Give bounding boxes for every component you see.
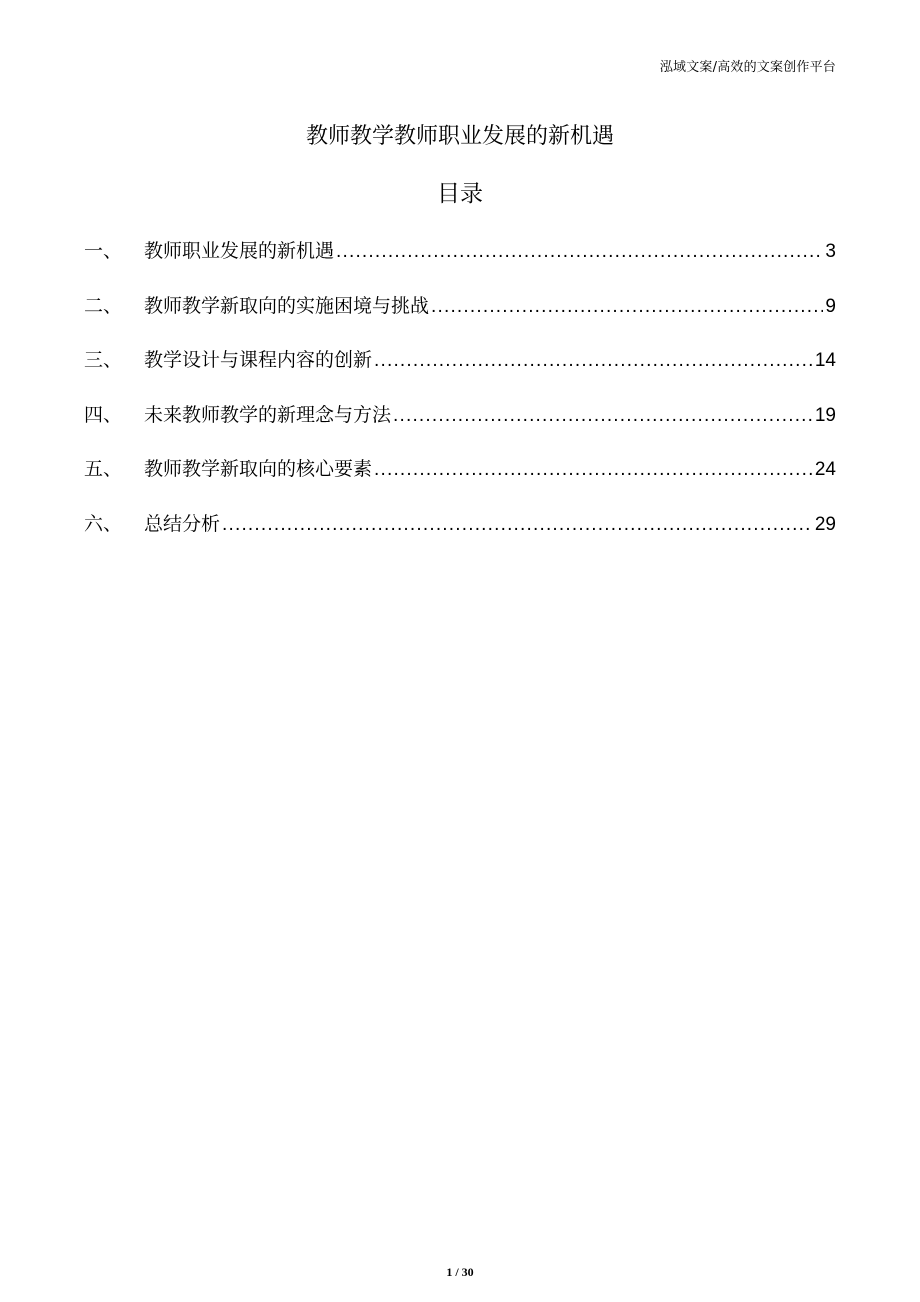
table-of-contents xyxy=(84,233,836,560)
toc-dot-leader xyxy=(222,507,813,543)
page-header-brand: 泓域文案/高效的文案创作平台 xyxy=(659,60,836,75)
toc-entry-label: 教师职业发展的新机遇 xyxy=(144,240,335,262)
toc-entry-1[interactable] xyxy=(84,233,836,288)
toc-entry-page: 24 xyxy=(814,459,836,480)
toc-entry-label: 教学设计与课程内容的创新 xyxy=(144,349,373,371)
toc-entry-3[interactable] xyxy=(84,342,836,397)
toc-dot-leader xyxy=(431,289,823,325)
toc-entry-label: 未来教师教学的新理念与方法 xyxy=(144,403,392,426)
toc-dot-leader xyxy=(393,398,813,434)
toc-entry-number: 三、 xyxy=(84,349,123,371)
toc-entry-number: 一、 xyxy=(84,240,123,262)
toc-entry-label: 教师教学新取向的核心要素 xyxy=(144,458,373,480)
toc-entry-number: 六、 xyxy=(84,512,123,535)
toc-dot-leader xyxy=(374,452,813,488)
toc-entry-page: 9 xyxy=(825,295,836,317)
toc-entry-page: 14 xyxy=(814,350,836,371)
toc-entry-5[interactable] xyxy=(84,451,836,506)
toc-entry-label: 教师教学新取向的实施困境与挑战 xyxy=(144,294,430,317)
toc-dot-leader xyxy=(374,343,813,379)
toc-entry-label: 总结分析 xyxy=(144,512,221,535)
document-title: 教师教学教师职业发展的新机遇 xyxy=(305,124,614,149)
toc-entry-6[interactable] xyxy=(84,506,836,561)
page-number-indicator: 1 / 30 xyxy=(446,1265,474,1279)
toc-entry-number: 二、 xyxy=(84,294,123,317)
toc-entry-2[interactable] xyxy=(84,288,836,343)
toc-entry-number: 四、 xyxy=(84,403,123,426)
toc-entry-number: 五、 xyxy=(84,458,123,480)
toc-entry-4[interactable] xyxy=(84,397,836,452)
toc-dot-leader xyxy=(336,234,823,270)
toc-heading: 目录 xyxy=(437,181,483,207)
toc-entry-page: 3 xyxy=(825,241,836,262)
toc-entry-page: 19 xyxy=(814,404,836,426)
toc-entry-page: 29 xyxy=(814,513,836,535)
